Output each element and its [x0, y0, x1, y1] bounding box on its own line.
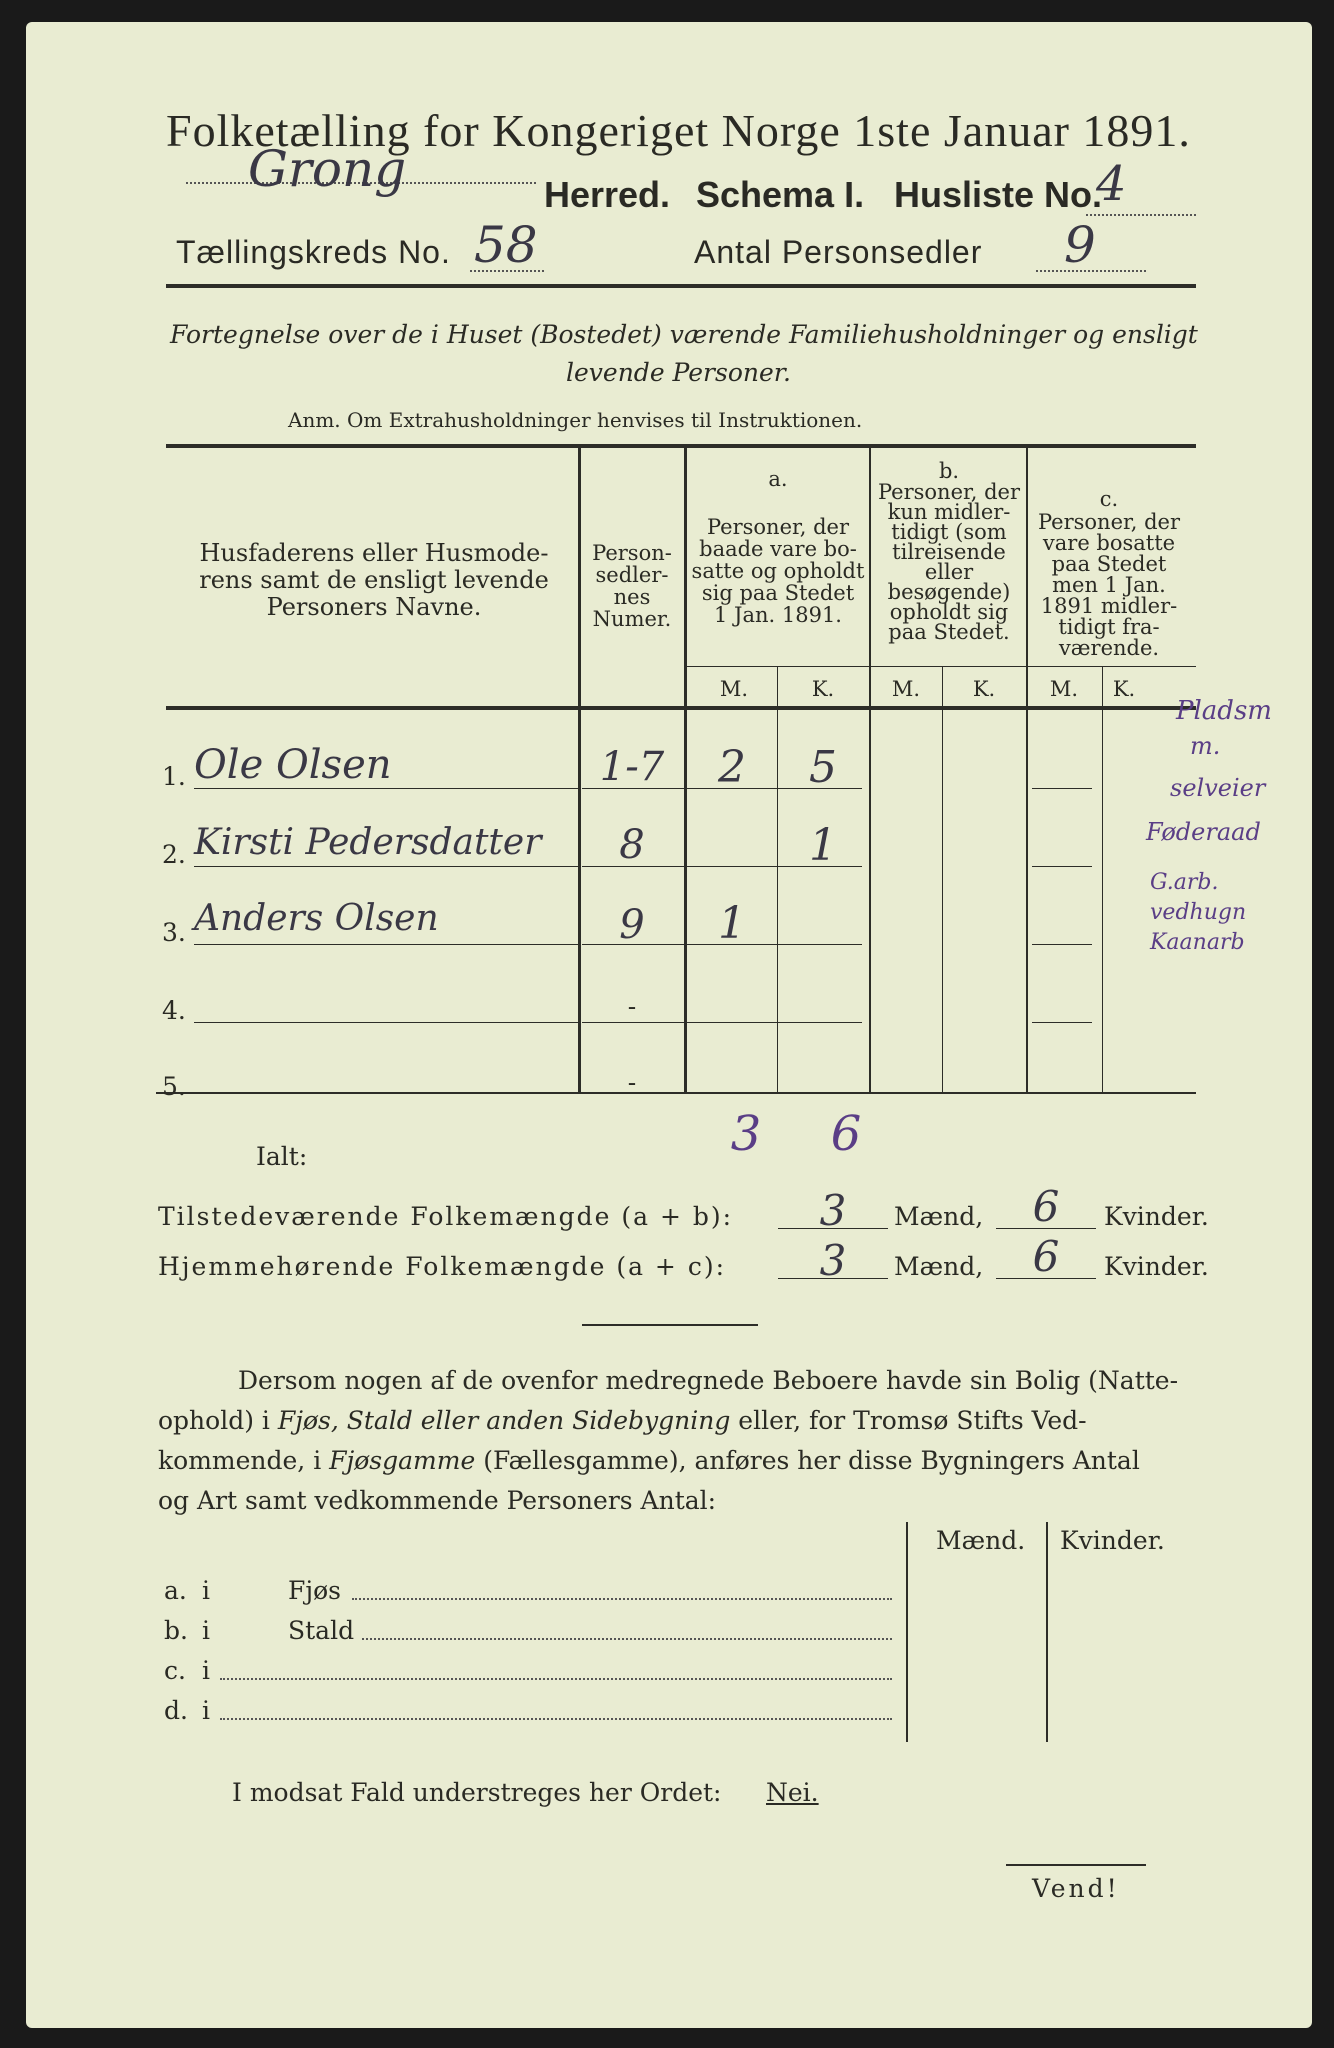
col-b-line: opholdt sig: [889, 600, 1009, 624]
tilstede-k: 6: [1032, 1182, 1060, 1231]
mk-c-k: K.: [1112, 677, 1136, 701]
col-a-letter: a.: [768, 467, 788, 491]
row-rule: [1032, 1022, 1092, 1023]
col-b-line: tilreisende: [892, 540, 1006, 564]
antal-value: 9: [1064, 216, 1096, 274]
row-number: 1.: [162, 762, 186, 791]
anm-note: Anm. Om Extrahusholdninger henvises til Instruktionen.: [288, 408, 863, 432]
col-a-line: Personer, der: [706, 515, 850, 539]
col-numer-line: Numer.: [592, 607, 672, 631]
col-names-header: [174, 540, 574, 621]
col-b-line: besøgende): [887, 580, 1011, 604]
row-rule: [194, 788, 578, 789]
margin-note: vedhugn: [1150, 900, 1247, 925]
tilstede-maend: Mænd,: [894, 1202, 984, 1231]
para-text: (Fællesgamme), anføres her disse Bygningers Antal: [475, 1446, 1140, 1475]
building-row-label: Fjøs: [288, 1576, 341, 1605]
row-numer: 8: [619, 822, 645, 868]
row-a-k: 1: [809, 820, 837, 871]
building-row-dots: [220, 1678, 892, 1680]
col-b-line: paa Stedet.: [888, 620, 1010, 644]
para-text: ophold) i: [158, 1406, 278, 1435]
row-a-k: 5: [809, 742, 837, 793]
margin-note: G.arb.: [1150, 870, 1219, 895]
para-line-2: [158, 1406, 1087, 1435]
para-italic: Fjøs, Stald eller anden Sidebygning: [277, 1406, 731, 1435]
row-rule: [194, 944, 578, 945]
col-c-line: vare bosatte: [1042, 531, 1176, 555]
col-b-line: kun midler-: [887, 500, 1011, 524]
buildings-col-kvinder: Kvinder.: [1060, 1526, 1165, 1555]
vend-rule: [1006, 1864, 1146, 1866]
vend-label: Vend!: [1032, 1874, 1120, 1903]
row-name: Kirsti Pedersdatter: [194, 822, 542, 863]
col-numer-line: nes: [613, 585, 651, 609]
antal-label: Antal Personsedler: [694, 234, 983, 270]
col-c-line: værende.: [1058, 636, 1160, 660]
margin-note: Pladsm: [1176, 696, 1272, 726]
mk-c-m: M.: [1049, 677, 1079, 701]
table-top-rule: [166, 444, 1196, 448]
row-numer: -: [627, 1068, 637, 1097]
modsat-word: Nei.: [766, 1778, 819, 1807]
row-a-m: 1: [718, 898, 746, 949]
mk-b-m: M.: [891, 677, 921, 701]
col-a-header: [688, 516, 868, 626]
building-row-label: Stald: [288, 1616, 355, 1645]
para-italic: Fjøsgamme: [329, 1446, 476, 1475]
tilstede-kvinder: Kvinder.: [1104, 1202, 1209, 1231]
buildings-vrule-2: [1046, 1522, 1048, 1742]
row-name: Ole Olsen: [194, 742, 392, 788]
modsat-label: I modsat Fald understreges her Ordet:: [232, 1778, 722, 1807]
margin-note: Føderaad: [1146, 818, 1261, 846]
kreds-label: Tællingskreds No.: [176, 234, 451, 270]
hjemme-kvinder: Kvinder.: [1104, 1252, 1209, 1281]
margin-note: selveier: [1170, 774, 1266, 802]
building-row-dots: [352, 1598, 892, 1600]
building-row-i: i: [202, 1656, 210, 1685]
col-b-line: tidigt (som: [891, 520, 1007, 544]
col-c-line: Personer, der: [1037, 510, 1181, 534]
row-rule: [1032, 866, 1092, 867]
col-numer-header: [581, 542, 683, 630]
hjemme-maend: Mænd,: [894, 1252, 984, 1281]
schema-label: Schema I.: [696, 174, 865, 215]
row-rule: [1032, 944, 1092, 945]
col-c-line: paa Stedet: [1051, 552, 1167, 576]
ialt-label: Ialt:: [256, 1142, 308, 1171]
kreds-value: 58: [474, 216, 538, 274]
mk-rule: [686, 666, 1196, 667]
husliste-fill-line: [1086, 214, 1196, 216]
row-numer: -: [627, 992, 637, 1021]
para-line-4: og Art samt vedkommende Personers Antal:: [158, 1486, 717, 1515]
col-c-letter: c.: [1099, 487, 1119, 511]
para-text: kommende, i: [158, 1446, 330, 1475]
building-row-dots: [220, 1718, 892, 1720]
form-title: Folketælling for Kongeriget Norge 1ste Januar 1891.: [166, 105, 1191, 156]
herred-label: Herred.: [544, 174, 671, 215]
table-vrule-bk: [942, 666, 943, 1092]
row-name: Anders Olsen: [194, 898, 439, 939]
row-rule: [582, 1022, 862, 1023]
col-names-line: Personers Navne.: [266, 593, 482, 621]
building-row-letter: b.: [164, 1616, 188, 1645]
buildings-col-maend: Mænd.: [936, 1526, 1026, 1555]
mk-b-k: K.: [972, 677, 996, 701]
building-row-i: i: [202, 1616, 210, 1645]
col-c-line: tidigt fra-: [1058, 615, 1160, 639]
col-b-header: [872, 482, 1026, 642]
building-row-i: i: [202, 1696, 210, 1725]
husliste-value: 4: [1096, 156, 1127, 212]
building-row-i: i: [202, 1576, 210, 1605]
building-row-letter: d.: [164, 1696, 188, 1725]
row-rule: [194, 1022, 578, 1023]
mk-a-m: M.: [719, 677, 749, 701]
intro-line-1: Fortegnelse over de i Huset (Bostedet) værende Familiehusholdninger og ensligt: [170, 320, 1198, 349]
ialt-m: 3: [730, 1106, 762, 1162]
col-c-line: 1891 midler-: [1040, 594, 1178, 618]
building-row-letter: a.: [164, 1576, 187, 1605]
col-c-line: men 1 Jan.: [1052, 573, 1166, 597]
row-number: 3.: [162, 918, 186, 947]
row-rule: [1032, 788, 1092, 789]
col-a-line: 1 Jan. 1891.: [714, 603, 842, 627]
mk-a-k: K.: [811, 677, 835, 701]
col-numer-line: Person-: [592, 541, 672, 565]
table-vrule-3: [869, 446, 871, 1092]
row-numer: 9: [619, 902, 645, 948]
header-rule: [166, 284, 1196, 288]
row-number: 5.: [162, 1072, 186, 1101]
col-a-line: sig paa Stedet: [701, 581, 855, 605]
census-form-page: [26, 22, 1312, 2028]
husliste-label: Husliste No.: [894, 174, 1103, 215]
hjemme-m: 3: [819, 1236, 847, 1285]
para-line-3: [158, 1446, 1140, 1475]
row-a-m: 2: [718, 742, 746, 793]
row-number: 4.: [162, 996, 186, 1025]
hjemme-label: Hjemmehørende Folkemængde (a + c):: [158, 1252, 726, 1281]
herred-value: Grong: [248, 140, 407, 198]
tilstede-label: Tilstedeværende Folkemængde (a + b):: [158, 1202, 734, 1231]
building-row-dots: [362, 1638, 892, 1640]
margin-note: m.: [1190, 732, 1221, 760]
table-vrule-ck: [1102, 666, 1103, 1092]
col-b-line: Personer, der: [877, 480, 1021, 504]
col-names-line: Husfaderens eller Husmode-: [199, 539, 549, 567]
row-numer: 1-7: [599, 744, 665, 790]
row-number: 2.: [162, 840, 186, 869]
tilstede-m: 3: [819, 1186, 847, 1235]
ialt-k: 6: [830, 1106, 862, 1162]
margin-note: Kaanarb: [1150, 930, 1245, 955]
col-names-line: rens samt de ensligt levende: [199, 566, 549, 594]
section-divider: [582, 1324, 758, 1326]
col-a-line: satte og opholdt: [691, 559, 865, 583]
col-b-letter: b.: [938, 459, 960, 483]
col-numer-line: sedler-: [595, 563, 669, 587]
buildings-vrule-1: [906, 1522, 908, 1742]
hjemme-k: 6: [1032, 1232, 1060, 1281]
col-a-line: baade vare bo-: [699, 537, 857, 561]
building-row-letter: c.: [164, 1656, 186, 1685]
table-header-rule: [166, 706, 1196, 710]
table-vrule-2: [684, 446, 687, 1092]
row-rule: [194, 866, 578, 867]
intro-line-2: levende Personer.: [566, 358, 791, 387]
table-vrule-ak: [777, 666, 778, 1092]
col-c-header: [1028, 512, 1190, 659]
para-text: eller, for Tromsø Stifts Ved-: [730, 1406, 1087, 1435]
col-b-line: eller: [924, 560, 974, 584]
para-line-1: Dersom nogen af de ovenfor medregnede Beboere havde sin Bolig (Natte-: [238, 1366, 1179, 1395]
